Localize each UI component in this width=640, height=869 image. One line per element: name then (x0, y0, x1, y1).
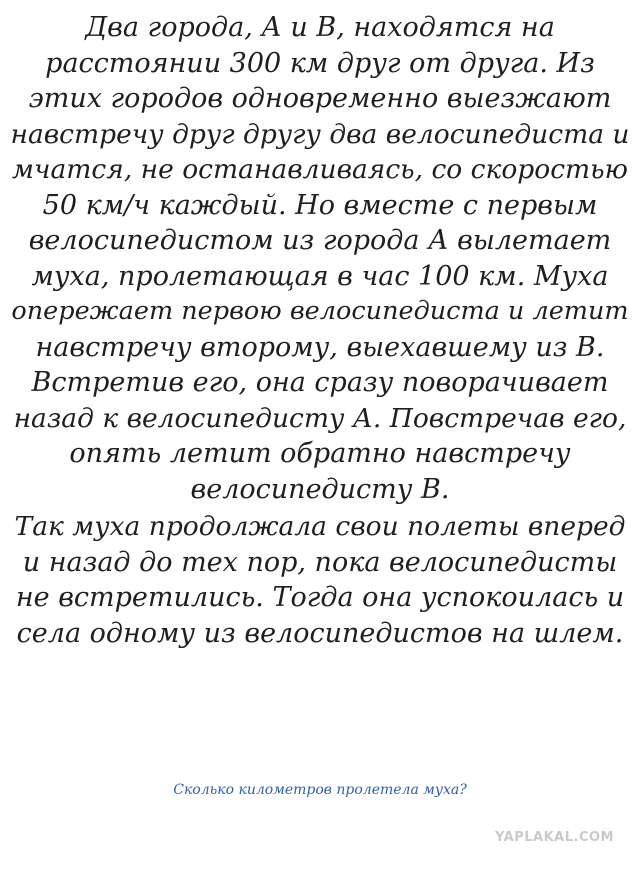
problem-text (10, 10, 630, 651)
text-line: велосипедисту В. (190, 473, 450, 505)
site-watermark: YAPLAKAL.COM (495, 830, 614, 845)
text-line: муха, пролетающая в час 100 км. Муха (31, 260, 609, 292)
question-text: Сколько километров пролетела муха? (173, 782, 467, 798)
text-line: этих городов одновременно выезжают (28, 83, 612, 114)
text-line: опять летит обратно навстречу (69, 438, 571, 469)
text-line: села одному из велосипедистов на шлем. (16, 617, 624, 649)
text-line: Так муха продолжала свои полеты вперед (14, 511, 626, 542)
text-line: Два города, А и В, находятся на (85, 12, 555, 43)
text-line: мчатся, не останавливаясь, со скоростью (12, 154, 628, 185)
paragraph-2 (10, 509, 630, 651)
text-line: 50 км/ч каждый. Но вместе с первым (42, 189, 598, 221)
text-line: и назад до тех пор, пока велосипедисты (22, 546, 618, 578)
text-line: Встретив его, она сразу поворачивает (31, 367, 609, 398)
text-line: не встретились. Тогда она успокоилась и (15, 582, 625, 613)
text-line: опережает первою велосипедиста и летит (11, 296, 629, 326)
text-line: расстоянии 300 км друг от друга. Из (45, 47, 595, 79)
paragraph-1 (10, 10, 630, 507)
text-line: велосипедистом из города А вылетает (28, 225, 612, 256)
text-line: навстречу второму, выехавшему из В. (35, 331, 605, 363)
text-line: навстречу друг другу два велосипедиста и (10, 118, 630, 150)
text-line: назад к велосипедисту А. Повстречав его, (13, 402, 627, 434)
